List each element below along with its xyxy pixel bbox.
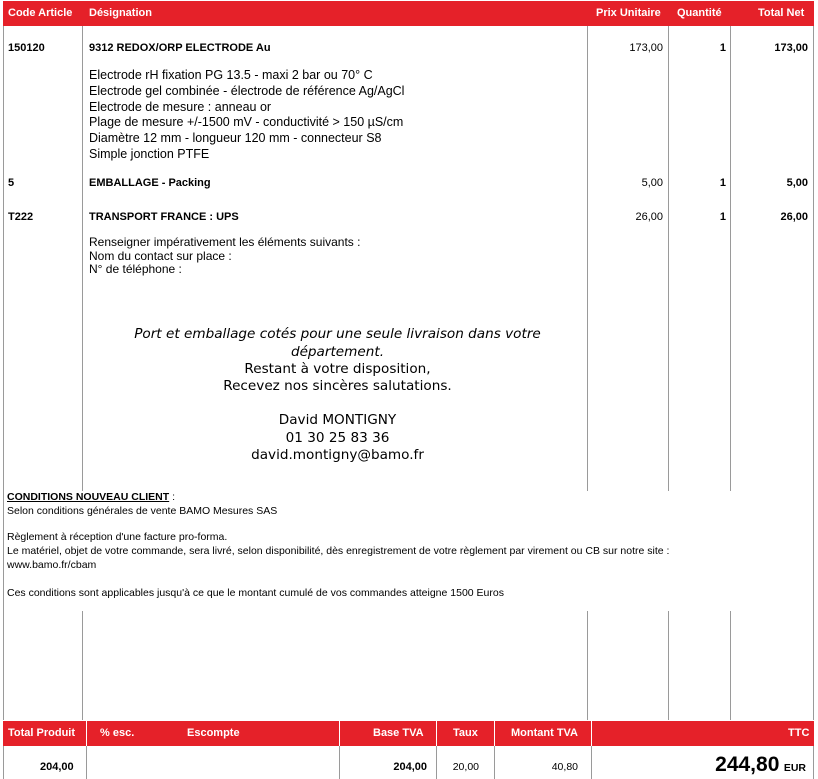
line-1-unit-price: 173,00 [629,42,663,54]
col-divider-2 [587,26,588,491]
ttc-label: TTC [788,727,810,739]
closing-italic-1: Port et emballage cotés pour une seule livraison dans votre [134,326,541,342]
ftr-val-sep [86,746,87,779]
signer-phone: 01 30 25 83 36 [285,430,390,446]
closing-line-3: Restant à votre disposition, [244,361,431,377]
col-divider-3-lower [668,611,669,720]
table-border-right [813,26,814,720]
ftr-sep [339,721,340,746]
line-2-title: EMBALLAGE - Packing [89,177,211,189]
col-divider-4-lower [730,611,731,720]
taux-value: 20,00 [452,761,479,773]
detail-line: Electrode rH fixation PG 13.5 - maxi 2 bar ou 70° C [89,68,373,82]
detail-line: Renseigner impérativement les éléments suivants : [89,235,361,249]
line-1-code: 150120 [8,42,45,54]
detail-line: N° de téléphone : [89,262,182,277]
conditions-p3: Ces conditions sont applicables jusqu'à ce que le montant cumulé de vos commandes atteigne 1500 Euros [7,587,504,599]
ftr-sep [591,721,592,746]
ftr-val-border-left [3,746,4,779]
line-3-total: 26,00 [780,211,808,223]
ttc-currency: EUR [783,762,806,774]
line-2-total: 5,00 [786,177,808,189]
detail-line: Electrode de mesure : anneau or [89,99,272,114]
conditions-p2b: Le matériel, objet de votre commande, sera livré, selon disponibilité, dès enregistrement de votre règlement par virement ou CB sur notre site : [7,545,670,557]
col-divider-1-lower [82,611,83,720]
line-2-code: 5 [8,177,15,189]
ttc-value-group [600,753,806,777]
col-quantity-header: Quantité [677,7,722,19]
line-3-title: TRANSPORT FRANCE : UPS [89,211,239,223]
table-border-left [3,26,4,720]
col-divider-4 [730,26,731,491]
signer-name: David MONTIGNY [278,412,397,428]
line-1-total: 173,00 [774,42,808,54]
detail-line: Diamètre 12 mm - longueur 120 mm - connecteur S8 [89,131,382,146]
col-divider-1 [82,26,83,491]
conditions-title: CONDITIONS NOUVEAU CLIENT [7,491,170,503]
conditions-p1: Selon conditions générales de vente BAMO Mesures SAS [7,505,278,517]
ftr-sep [86,721,87,746]
base-tva-value: 204,00 [393,761,427,773]
line-1-title: 9312 REDOX/ORP ELECTRODE Au [89,42,271,54]
signer-email: david.montigny@bamo.fr [251,447,424,463]
ftr-sep [494,721,495,746]
montant-tva-label: Montant TVA [511,727,579,739]
col-total-header: Total Net [758,7,805,19]
col-divider-2-lower [587,611,588,720]
base-tva-label: Base TVA [373,727,424,739]
line-3-details [89,236,360,277]
table-header [3,1,814,26]
total-produit-value: 204,00 [40,761,74,773]
line-3-qty: 1 [719,211,726,223]
line-3-unit-price: 26,00 [635,211,663,223]
total-produit-label: Total Produit [8,727,76,739]
ftr-val-border-right [813,746,814,779]
detail-line: Simple jonction PTFE [89,146,210,161]
line-3-code: T222 [8,211,34,223]
conditions-p2a: Règlement à réception d'une facture pro-forma. [7,531,228,543]
line-1-qty: 1 [719,42,726,54]
ftr-val-sep [591,746,592,779]
conditions-title-suffix: : [169,491,176,503]
col-designation-header: Désignation [89,7,152,19]
detail-line: Plage de mesure +/-1500 mV - conductivité > 150 µS/cm [89,115,404,130]
escompte-label: Escompte [187,727,240,739]
detail-line: Electrode gel combinée - électrode de référence Ag/AgCl [89,83,405,98]
ttc-value: 244,80 [715,753,780,776]
taux-label: Taux [453,727,478,739]
col-unit-price-header: Prix Unitaire [596,7,661,19]
pct-esc-label: % esc. [100,727,135,739]
ftr-sep [436,721,437,746]
conditions-p2c: www.bamo.fr/cbam [7,559,97,571]
line-2-unit-price: 5,00 [641,177,663,189]
col-divider-3 [668,26,669,491]
conditions-title-line [7,490,175,504]
line-1-details [89,68,404,163]
closing-line-4: Recevez nos sincères salutations. [223,378,452,394]
detail-line: Nom du contact sur place : [89,248,232,263]
col-code-header: Code Article [8,7,73,19]
montant-tva-value: 40,80 [551,761,578,773]
line-2-qty: 1 [719,177,726,189]
totals-header [3,721,814,746]
closing-italic-2: département. [290,344,385,360]
